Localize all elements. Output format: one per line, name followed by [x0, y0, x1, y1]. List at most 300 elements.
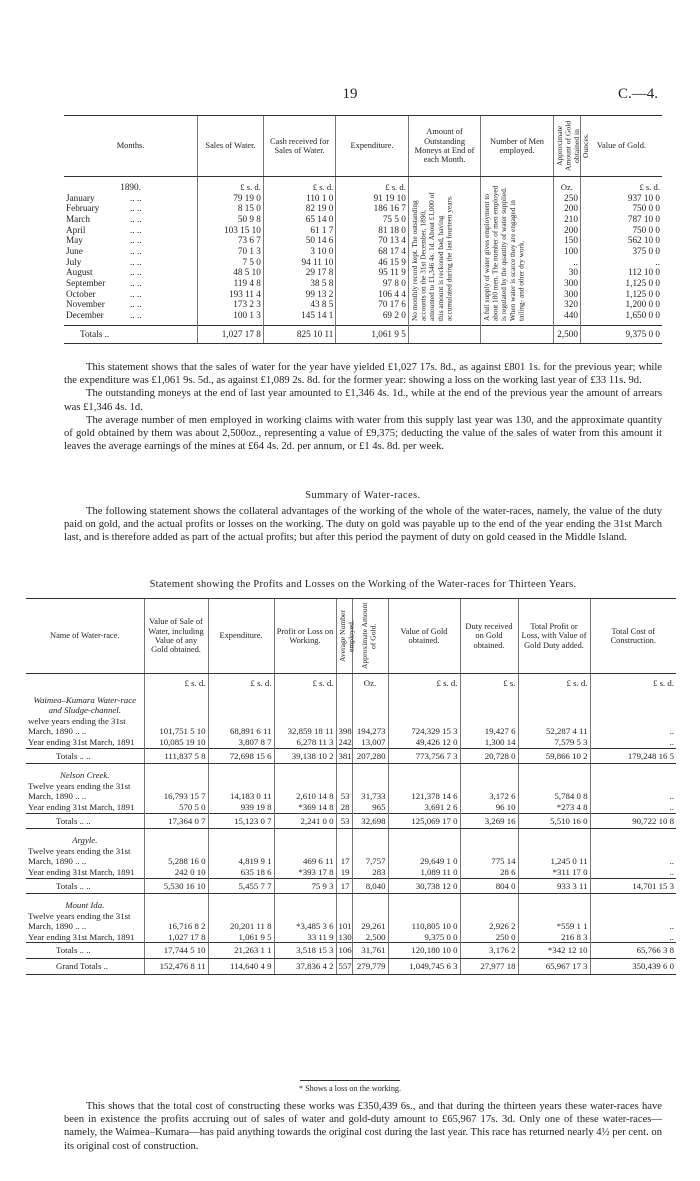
empty-cell: [352, 829, 388, 846]
header-gold-oz-text: Approximate Amount of Gold obtained in Ounces.: [554, 120, 590, 172]
cell-exp: 21,263 1 1: [208, 943, 274, 959]
cell-oz: 7,757: [352, 846, 388, 867]
oz-cell: 210: [553, 214, 580, 225]
cell-profit: 37,836 4 2: [274, 959, 336, 975]
cell-cost: ..: [590, 737, 676, 748]
cell-cost: 14,701 15 3: [590, 878, 676, 894]
cell-men: 398: [336, 716, 352, 737]
page-number: 19: [342, 86, 358, 102]
paragraph-conclusion: [64, 1100, 662, 1153]
cell-sale: 5,530 16 10: [144, 878, 208, 894]
header-sales: Sales of Water.: [198, 116, 264, 177]
sales-cell: 70 1 3: [198, 246, 264, 257]
cell-value: 1,089 11 0: [388, 867, 460, 878]
oz-cell: 300: [553, 289, 580, 300]
cell-value: 121,378 14 6: [388, 781, 460, 802]
cell-cost: ..: [590, 802, 676, 813]
empty-cell: [144, 829, 208, 846]
value-cell: 375 0 0: [580, 246, 662, 257]
empty-cell: [388, 829, 460, 846]
cell-cost: 90,722 10 8: [590, 813, 676, 829]
cell-value: 125,069 17 0: [388, 813, 460, 829]
cell-exp: 1,061 9 5: [208, 932, 274, 943]
totals-outstanding: [408, 326, 480, 344]
cell-value: 9,375 0 0: [388, 932, 460, 943]
group-name: Waimea–Kumara Water-race and Sludge-channel.: [33, 694, 137, 716]
month-cell: May .. ..: [66, 235, 142, 246]
empty-cell: [352, 764, 388, 781]
exp-cell: 68 17 4: [336, 246, 408, 257]
month-row: [64, 225, 662, 236]
group-totals-row: [26, 813, 676, 829]
empty-cell: [388, 894, 460, 911]
exp-cell: 70 17 6: [336, 299, 408, 310]
data-row: [26, 802, 676, 813]
header-outstanding: Amount of Outstanding Moneys at End of each Month.: [408, 116, 480, 177]
empty-cell: [590, 689, 676, 716]
header-expenditure: Expenditure.: [336, 116, 408, 177]
month-row: [64, 257, 662, 268]
cell-total: 52,287 4 11: [518, 716, 590, 737]
exp-cell: 75 5 0: [336, 214, 408, 225]
cell-sale: 570 5 0: [144, 802, 208, 813]
data-row: [26, 716, 676, 737]
unit-sale: £ s. d.: [144, 674, 208, 689]
table2-header-row: [26, 599, 676, 674]
cell-total: 5,510 16 0: [518, 813, 590, 829]
cell-exp: 5,455 7 7: [208, 878, 274, 894]
month-cell: June .. ..: [66, 246, 142, 257]
sales-cell: 7 5 0: [198, 257, 264, 268]
paragraph: The following statement shows the collateral advantages of the working of the whole of the water-races, namely, the value of the duty paid on gold, and the actual profits or losses on the working. The duty on gold was payable up to the end of the year ending the 31st March last, and is therefore added as part of the actual profits; but after this period the payment of duty on gold ceased in the Middle Island.: [64, 506, 662, 544]
unit-value2: £ s. d.: [388, 674, 460, 689]
totals-oz: 2,500: [553, 326, 580, 344]
cell-profit: *3,485 3 6: [274, 911, 336, 932]
cell-duty: 20,728 0: [460, 748, 518, 764]
unit-total: £ s. d.: [518, 674, 590, 689]
empty-cell: [460, 689, 518, 716]
empty-cell: [518, 829, 590, 846]
cell-profit: 6,278 11 3: [274, 737, 336, 748]
data-row: [26, 737, 676, 748]
row-label: Year ending 31st March, 1891: [28, 866, 135, 877]
value-cell: 1,650 0 0: [580, 310, 662, 325]
paragraphs-summary-1: [64, 361, 662, 453]
value-cell: 787 10 0: [580, 214, 662, 225]
unit-cost: £ s. d.: [590, 674, 676, 689]
cell-oz: 279,779: [352, 959, 388, 975]
unit-cash: £ s. d.: [263, 177, 335, 193]
cell-sale: 111,837 5 8: [144, 748, 208, 764]
oz-cell: 150: [553, 235, 580, 246]
cell-men: 17: [336, 878, 352, 894]
empty-cell: [208, 894, 274, 911]
empty-cell: [388, 764, 460, 781]
cell-men: 28: [336, 802, 352, 813]
cell-men: 19: [336, 867, 352, 878]
month-row: [64, 310, 662, 325]
oz-cell: 100: [553, 246, 580, 257]
header-gold-value2: Value of Gold obtained.: [388, 599, 460, 674]
row-label: Twelve years ending the 31st March, 1890 .. ..: [28, 845, 131, 867]
cell-sale: 152,476 8 11: [144, 959, 208, 975]
cell-cost: 65,766 3 8: [590, 943, 676, 959]
cell-exp: 114,640 4 9: [208, 959, 274, 975]
paragraph: The average number of men employed in working claims with water from this supply last year was 130, and the approximate quantity of gold obtained by them was about 2,500oz., representing a value of £9,375; deducting the value of the sales of water from this amount it leaves the average earnings of the mines at £64 4s. 2d. per annum, or £1 4s. 8d. per week.: [64, 414, 662, 453]
empty-cell: [208, 689, 274, 716]
cell-duty: 804 0: [460, 878, 518, 894]
cell-men: 242: [336, 737, 352, 748]
paragraph: This statement shows that the sales of water for the year have yielded £1,027 17s. 8d., as against £801 1s. for the previous year; while the expenditure was £1,061 9s. 5d., as against £1,089 2s. 8d. for the former year: showing a loss on the working last year of £33 11s. 9d.: [64, 362, 662, 387]
unit-oz2: Oz.: [352, 674, 388, 689]
header-men: Number of Men employed.: [481, 116, 553, 177]
value-cell: 1,200 0 0: [580, 299, 662, 310]
cell-duty: 96 10: [460, 802, 518, 813]
data-row: [26, 867, 676, 878]
cell-profit: 32,859 18 11: [274, 716, 336, 737]
cell-exp: 20,201 11 8: [208, 911, 274, 932]
table2-units-row: [26, 674, 676, 689]
cell-men: 381: [336, 748, 352, 764]
header-profit: Profit or Loss on Working.: [274, 599, 336, 674]
cell-sale: 5,288 16 0: [144, 846, 208, 867]
empty-cell: [274, 764, 336, 781]
cell-profit: *393 17 8: [274, 867, 336, 878]
group-name: Argyle.: [72, 835, 98, 846]
cell-oz: 29,261: [352, 911, 388, 932]
cell-exp: 72,698 15 6: [208, 748, 274, 764]
row-label: Totals .. ..: [26, 878, 144, 894]
sales-cell: 50 9 8: [198, 214, 264, 225]
row-label: Year ending 31st March, 1891: [28, 931, 135, 942]
sales-cell: 48 5 10: [198, 267, 264, 278]
empty-cell: [336, 894, 352, 911]
empty-cell: [590, 829, 676, 846]
group-name-row: [26, 829, 676, 846]
cash-cell: 94 11 10: [263, 257, 335, 268]
sales-cell: 79 19 0: [198, 193, 264, 204]
exp-cell: 186 16 7: [336, 203, 408, 214]
cell-cost: ..: [590, 781, 676, 802]
cell-total: *559 1 1: [518, 911, 590, 932]
cell-oz: 194,273: [352, 716, 388, 737]
cell-exp: 4,819 9 1: [208, 846, 274, 867]
cell-total: 933 3 11: [518, 878, 590, 894]
unit-sales: £ s. d.: [198, 177, 264, 193]
cell-oz: 31,761: [352, 943, 388, 959]
cash-cell: 43 8 5: [263, 299, 335, 310]
exp-cell: 95 11 9: [336, 267, 408, 278]
empty-cell: [144, 689, 208, 716]
cell-profit: 75 9 3: [274, 878, 336, 894]
paragraph: This shows that the total cost of constructing these works was £350,439 6s., and that during the thirteen years these water-races have been in existence the profits accruing out of sales of water and gold-duty amount to £65,967 17s. 3d. Only one of these water-races—namely, the Waimea–Kumara—has paid anything towards the original cost during the last year. This race has returned nearly 4½ per cent. on its original cost of construction.: [64, 1101, 662, 1152]
section-heading: Summary of Water-races.: [305, 490, 421, 501]
cell-exp: 3,807 8 7: [208, 737, 274, 748]
cell-duty: 3,269 16: [460, 813, 518, 829]
cell-value: 110,805 10 0: [388, 911, 460, 932]
group-totals-row: [26, 878, 676, 894]
totals-men: [481, 326, 553, 344]
header-duty: Duty received on Gold obtained.: [460, 599, 518, 674]
empty-cell: [590, 764, 676, 781]
cell-value: 1,049,745 6 3: [388, 959, 460, 975]
cell-oz: 965: [352, 802, 388, 813]
row-label: Grand Totals ..: [26, 959, 144, 975]
value-cell: 112 10 0: [580, 267, 662, 278]
cell-exp: 15,123 0 7: [208, 813, 274, 829]
unit-oz: Oz.: [553, 177, 580, 193]
outstanding-note-cell: [408, 177, 480, 326]
month-cell: July .. ..: [66, 256, 142, 267]
cell-men: 17: [336, 846, 352, 867]
cell-value: 3,691 2 6: [388, 802, 460, 813]
value-cell: 1,125 0 0: [580, 289, 662, 300]
month-row: [64, 203, 662, 214]
cell-oz: 2,500: [352, 932, 388, 943]
cell-value: 724,329 15 3: [388, 716, 460, 737]
data-row: [26, 781, 676, 802]
footnote-rule: [300, 1080, 400, 1081]
exp-cell: 106 4 4: [336, 289, 408, 300]
cell-men: 101: [336, 911, 352, 932]
row-label: Year ending 31st March, 1891: [28, 801, 135, 812]
month-row: [64, 289, 662, 300]
unit-duty: £ s.: [460, 674, 518, 689]
oz-cell: 440: [553, 310, 580, 325]
cell-men: 106: [336, 943, 352, 959]
sales-cell: 173 2 3: [198, 299, 264, 310]
cell-value: 49,426 12 0: [388, 737, 460, 748]
row-label: Totals .. ..: [26, 943, 144, 959]
footnote: * Shows a loss on the working.: [298, 1084, 402, 1093]
unit-exp2: £ s. d.: [208, 674, 274, 689]
month-row: [64, 278, 662, 289]
empty-cell: [460, 764, 518, 781]
cell-cost: 350,439 6 0: [590, 959, 676, 975]
cell-oz: 207,280: [352, 748, 388, 764]
group-totals-row: [26, 943, 676, 959]
month-cell: August .. ..: [66, 267, 142, 278]
month-cell: March .. ..: [66, 214, 142, 225]
cell-men: 557: [336, 959, 352, 975]
month-row: [64, 214, 662, 225]
cell-duty: 2,926 2: [460, 911, 518, 932]
cell-oz: 31,733: [352, 781, 388, 802]
header-men2: [336, 599, 356, 674]
water-races-table: [26, 598, 676, 975]
row-label: Year ending 31st March, 1891: [28, 736, 135, 747]
cell-total: *342 12 10: [518, 943, 590, 959]
exp-cell: 97 8 0: [336, 278, 408, 289]
totals-exp: 1,061 9 5: [336, 326, 408, 344]
cell-cost: 179,248 16 5: [590, 748, 676, 764]
sales-cell: 103 15 10: [198, 225, 264, 236]
cell-cost: ..: [590, 911, 676, 932]
cell-profit: 2,241 0 0: [274, 813, 336, 829]
cell-oz: 13,007: [352, 737, 388, 748]
cell-total: *273 4 8: [518, 802, 590, 813]
row-label: welve years ending the 31st March, 1890 .. ..: [28, 715, 126, 737]
cell-sale: 16,793 15 7: [144, 781, 208, 802]
oz-cell: 30: [553, 267, 580, 278]
header-gold-oz: [553, 116, 590, 177]
cell-exp: 14,183 0 11: [208, 781, 274, 802]
units-name: [26, 674, 144, 689]
month-row: [64, 267, 662, 278]
empty-cell: [144, 894, 208, 911]
cell-oz: 32,698: [352, 813, 388, 829]
cell-cost: ..: [590, 716, 676, 737]
cell-duty: 3,172 6: [460, 781, 518, 802]
cell-oz: 8,040: [352, 878, 388, 894]
cell-sale: 16,716 8 2: [144, 911, 208, 932]
row-label: Twelve years ending the 31st March, 1890 .. ..: [28, 780, 131, 802]
data-row: [26, 932, 676, 943]
totals-sales: 1,027 17 8: [198, 326, 264, 344]
statement-title: Statement showing the Profits and Losses on the Working of the Water-races for Thirteen Years.: [149, 579, 577, 590]
cell-sale: 10,085 19 10: [144, 737, 208, 748]
empty-cell: [460, 894, 518, 911]
paragraph-water-races: [64, 505, 662, 545]
cell-exp: 68,891 6 11: [208, 716, 274, 737]
empty-cell: [336, 689, 352, 716]
cell-duty: 28 6: [460, 867, 518, 878]
men-note-cell: [481, 177, 553, 326]
year-label: 1890.: [120, 182, 141, 192]
header-cost: Total Cost of Construction.: [590, 599, 676, 674]
empty-cell: [274, 829, 336, 846]
cash-cell: 3 10 0: [263, 246, 335, 257]
empty-cell: [336, 829, 352, 846]
cell-sale: 242 0 10: [144, 867, 208, 878]
group-name: Nelson Creek.: [59, 770, 110, 781]
table1-header-row: [64, 116, 662, 177]
month-row: [64, 193, 662, 204]
cash-cell: 82 19 0: [263, 203, 335, 214]
grand-totals-row: [26, 959, 676, 975]
cash-cell: 38 5 8: [263, 278, 335, 289]
cell-value: 30,738 12 0: [388, 878, 460, 894]
group-name: Mount Ida.: [65, 900, 105, 911]
cell-cost: ..: [590, 846, 676, 867]
cell-cost: ..: [590, 932, 676, 943]
empty-cell: [518, 764, 590, 781]
cash-cell: 99 13 2: [263, 289, 335, 300]
value-cell: 750 0 0: [580, 225, 662, 236]
group-totals-row: [26, 748, 676, 764]
cell-total: 216 8 3: [518, 932, 590, 943]
empty-cell: [460, 829, 518, 846]
cash-cell: 50 14 6: [263, 235, 335, 246]
header-sale: Value of Sale of Water, including Value of any Gold obtained.: [144, 599, 208, 674]
month-cell: April .. ..: [66, 224, 142, 235]
oz-cell: 200: [553, 203, 580, 214]
empty-cell: [518, 689, 590, 716]
cell-total: 7,579 5 3: [518, 737, 590, 748]
cell-duty: 250 0: [460, 932, 518, 943]
month-cell: September .. ..: [66, 278, 142, 289]
header-gold-oz2-text: Approximate Amount of Gold.: [360, 602, 378, 670]
empty-cell: [336, 764, 352, 781]
month-row: [64, 235, 662, 246]
month-cell: January .. ..: [66, 192, 142, 203]
cell-total: 5,784 0 8: [518, 781, 590, 802]
cell-cost: ..: [590, 867, 676, 878]
group-name-row: [26, 764, 676, 781]
oz-cell: 320: [553, 299, 580, 310]
cell-value: 29,649 1 0: [388, 846, 460, 867]
month-cell: October .. ..: [66, 288, 142, 299]
month-cell: December .. ..: [66, 310, 142, 321]
table1-totals-row: [64, 326, 662, 344]
cell-value: 120,180 10 0: [388, 943, 460, 959]
cell-sale: 101,751 5 10: [144, 716, 208, 737]
cash-cell: 29 17 8: [263, 267, 335, 278]
cell-exp: 939 19 8: [208, 802, 274, 813]
unit-value: £ s. d.: [580, 177, 662, 193]
value-cell: 562 10 0: [580, 235, 662, 246]
value-cell: 1,125 0 0: [580, 278, 662, 289]
sales-cell: 100 1 3: [198, 310, 264, 325]
cell-exp: 635 18 6: [208, 867, 274, 878]
cell-total: *311 17 0: [518, 867, 590, 878]
value-cell: 937 10 0: [580, 193, 662, 204]
header-expenditure2: Expenditure.: [208, 599, 274, 674]
group-name-row: [26, 894, 676, 911]
sales-cell: 119 4 8: [198, 278, 264, 289]
row-label: Totals .. ..: [26, 813, 144, 829]
value-cell: ..: [580, 257, 662, 268]
exp-cell: 70 13 4: [336, 235, 408, 246]
cell-profit: 39,138 10 2: [274, 748, 336, 764]
exp-cell: 91 19 10: [336, 193, 408, 204]
group-name-row: [26, 689, 676, 716]
cash-cell: 110 1 0: [263, 193, 335, 204]
sales-cell: 8 15 0: [198, 203, 264, 214]
header-gold-value: Value of Gold.: [580, 116, 662, 177]
month-cell: February .. ..: [66, 203, 142, 214]
cell-duty: 27,977 18: [460, 959, 518, 975]
cell-sale: 17,744 5 10: [144, 943, 208, 959]
cell-profit: 2,610 14 8: [274, 781, 336, 802]
totals-value: 9,375 0 0: [580, 326, 662, 344]
monthly-water-table: [64, 115, 662, 344]
empty-cell: [518, 894, 590, 911]
cell-duty: 775 14: [460, 846, 518, 867]
cell-profit: *369 14 8: [274, 802, 336, 813]
cell-duty: 3,176 2: [460, 943, 518, 959]
cell-duty: 19,427 6: [460, 716, 518, 737]
table1-units-row: [64, 177, 662, 193]
header-men2-text: Average Number employed.: [337, 610, 356, 662]
month-row: [64, 299, 662, 310]
units-men: [336, 674, 352, 689]
cell-men: 130: [336, 932, 352, 943]
cell-profit: 3,518 15 3: [274, 943, 336, 959]
cell-profit: 33 11 9: [274, 932, 336, 943]
data-row: [26, 911, 676, 932]
sales-cell: 73 6 7: [198, 235, 264, 246]
cell-men: 53: [336, 781, 352, 802]
outstanding-note: No monthly record kept. The outstanding accounts on the 31st December, 1890, amounted to £1,346 4s. 1d. About £1,000 of this amount is reckoned bad, having accumulated during the last fourteen years.: [409, 192, 454, 321]
cell-total: 65,967 17 3: [518, 959, 590, 975]
empty-cell: [274, 689, 336, 716]
value-cell: 750 0 0: [580, 203, 662, 214]
empty-cell: [208, 829, 274, 846]
oz-cell: 250: [553, 193, 580, 204]
row-label: Twelve years ending the 31st March, 1890 .. ..: [28, 910, 131, 932]
empty-cell: [352, 894, 388, 911]
